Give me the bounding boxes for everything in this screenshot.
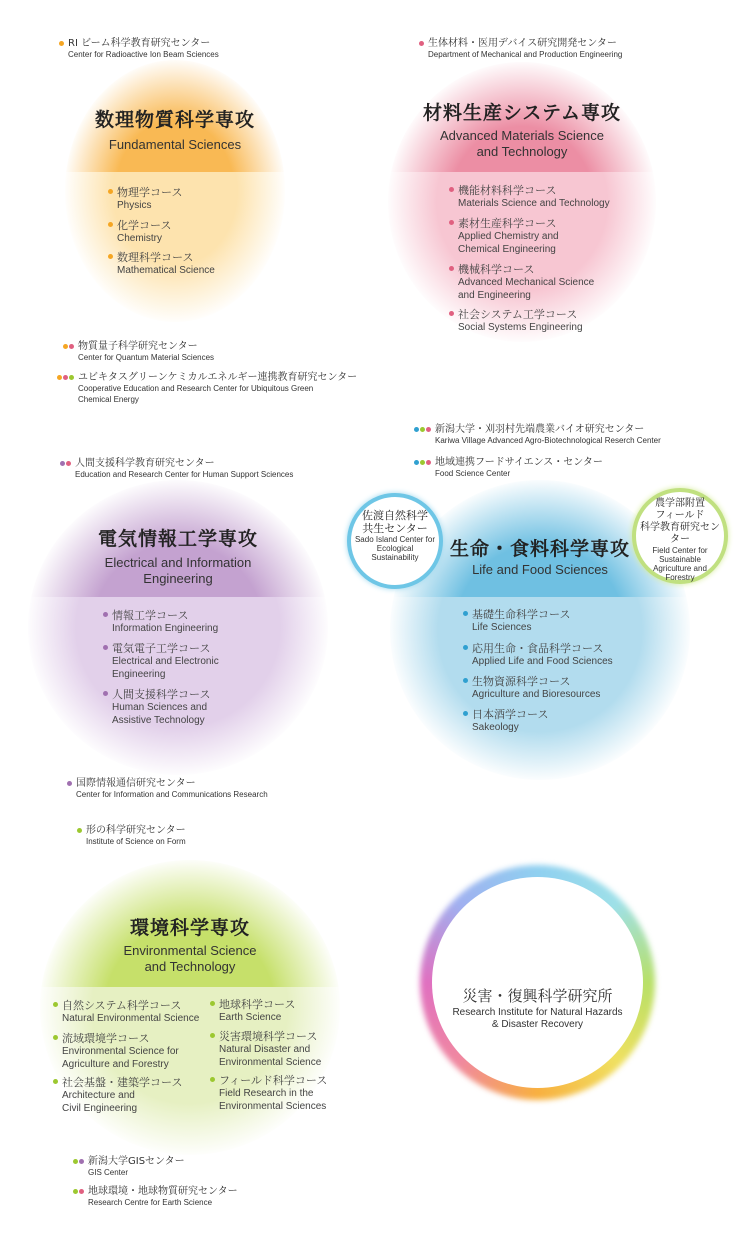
course-life-sciences: 基礎生命科学コース Life Sciences: [472, 608, 570, 634]
center-science-on-form: 形の科学研究センター Institute of Science on Form: [86, 825, 186, 847]
center-human-support: 人間支援科学教育研究センター Education and Research Center for Human Support Sciences: [75, 458, 293, 480]
center-ubiquitous-green: ユビキタスグリーンケミカルエネルギー連携教育研究センター Cooperative Education and Research Center for Ubiquitous Green Chemical Energy: [78, 372, 357, 405]
electrical-title-en: Electrical and Information Engineering: [104, 555, 252, 586]
center-ri-beam: RI ビーム科学教育研究センター Center for Radioactive Ion Beam Sciences: [68, 38, 219, 60]
course-natural-disaster: 災害環境科学コース Natural Disaster and Environmental Science: [219, 1030, 321, 1069]
electrical-title-jp: 電気情報工学専攻: [97, 528, 258, 550]
materials-title-en: Advanced Materials Science and Technology: [439, 128, 605, 159]
environmental-title-jp: 環境科学専攻: [129, 917, 250, 939]
center-gis: 新潟大学GISセンター GIS Center: [88, 1156, 185, 1178]
life-food-title-jp: 生命・食料科学専攻: [449, 538, 630, 560]
course-chemistry: 化学コース Chemistry: [117, 219, 171, 245]
course-applied-chemistry: 素材生産科学コース Applied Chemistry and Chemical Engineering: [458, 217, 559, 256]
sado-center-circle: 佐渡自然科学 共生センター Sado Island Center for Ecological Sustainability: [347, 493, 443, 589]
field-center-circle: 農学部附置 フィールド 科学教育研究センター Field Center for Sustainable Agriculture and Forestry: [632, 488, 728, 584]
course-sakeology: 日本酒学コース Sakeology: [472, 708, 548, 734]
center-information-communications: 国際情報通信研究センター Center for Information and Communications Research: [76, 778, 268, 800]
course-earth-science: 地球科学コース Earth Science: [219, 998, 295, 1024]
fundamental-title-jp: 数理物質科学専攻: [94, 109, 255, 131]
course-human-sciences: 人間支援科学コース Human Sciences and Assistive Technology: [112, 688, 210, 727]
course-field-research: フィールド科学コース Field Research in the Environmental Sciences: [219, 1074, 327, 1113]
center-biomaterials: 生体材料・医用デバイス研究開発センター Department of Mechanical and Production Engineering: [428, 38, 622, 60]
course-architecture: 社会基盤・建築学コース Architecture and Civil Engineering: [62, 1076, 182, 1115]
disaster-institute-inner: [432, 877, 643, 1088]
materials-title-jp: 材料生産システム専攻: [422, 102, 622, 124]
course-social-systems: 社会システム工学コース Social Systems Engineering: [458, 308, 583, 334]
center-kariwa: 新潟大学・刈羽村先端農業バイオ研究センター Kariwa Village Advanced Agro-Biotechnological Reserch Center: [435, 424, 661, 446]
environmental-title-en: Environmental Science and Technology: [123, 943, 257, 974]
course-applied-life-food: 応用生命・食品科学コース Applied Life and Food Sciences: [472, 642, 613, 668]
disaster-institute-title-en: Research Institute for Natural Hazards & Disaster Recovery: [452, 1007, 623, 1030]
course-natural-environmental: 自然システム科学コース Natural Environmental Science: [62, 999, 199, 1025]
course-electrical-electronic: 電気電子工学コース Electrical and Electronic Engineering: [112, 642, 219, 681]
life-food-title-en: Life and Food Sciences: [472, 562, 608, 577]
course-materials-science: 機能材料科学コース Materials Science and Technology: [458, 184, 610, 210]
course-mathematical: 数理科学コース Mathematical Science: [117, 251, 215, 277]
course-information: 情報工学コース Information Engineering: [112, 609, 218, 635]
fundamental-title-en: Fundamental Sciences: [108, 137, 242, 152]
center-quantum-material: 物質量子科学研究センター Center for Quantum Material Sciences: [78, 341, 214, 363]
course-physics: 物理学コース Physics: [117, 186, 182, 212]
disaster-institute-title-jp: 災害・復興科学研究所: [462, 987, 613, 1005]
course-agriculture: 生物資源科学コース Agriculture and Bioresources: [472, 675, 600, 701]
course-mechanical: 機械科学コース Advanced Mechanical Science and Engineering: [458, 263, 594, 302]
center-food-science: 地域連携フードサイエンス・センター Food Science Center: [435, 457, 603, 479]
course-watershed: 流域環境学コース Environmental Science for Agriculture and Forestry: [62, 1032, 179, 1071]
center-earth-science: 地球環境・地球物質研究センター Research Centre for Earth Science: [88, 1186, 238, 1208]
